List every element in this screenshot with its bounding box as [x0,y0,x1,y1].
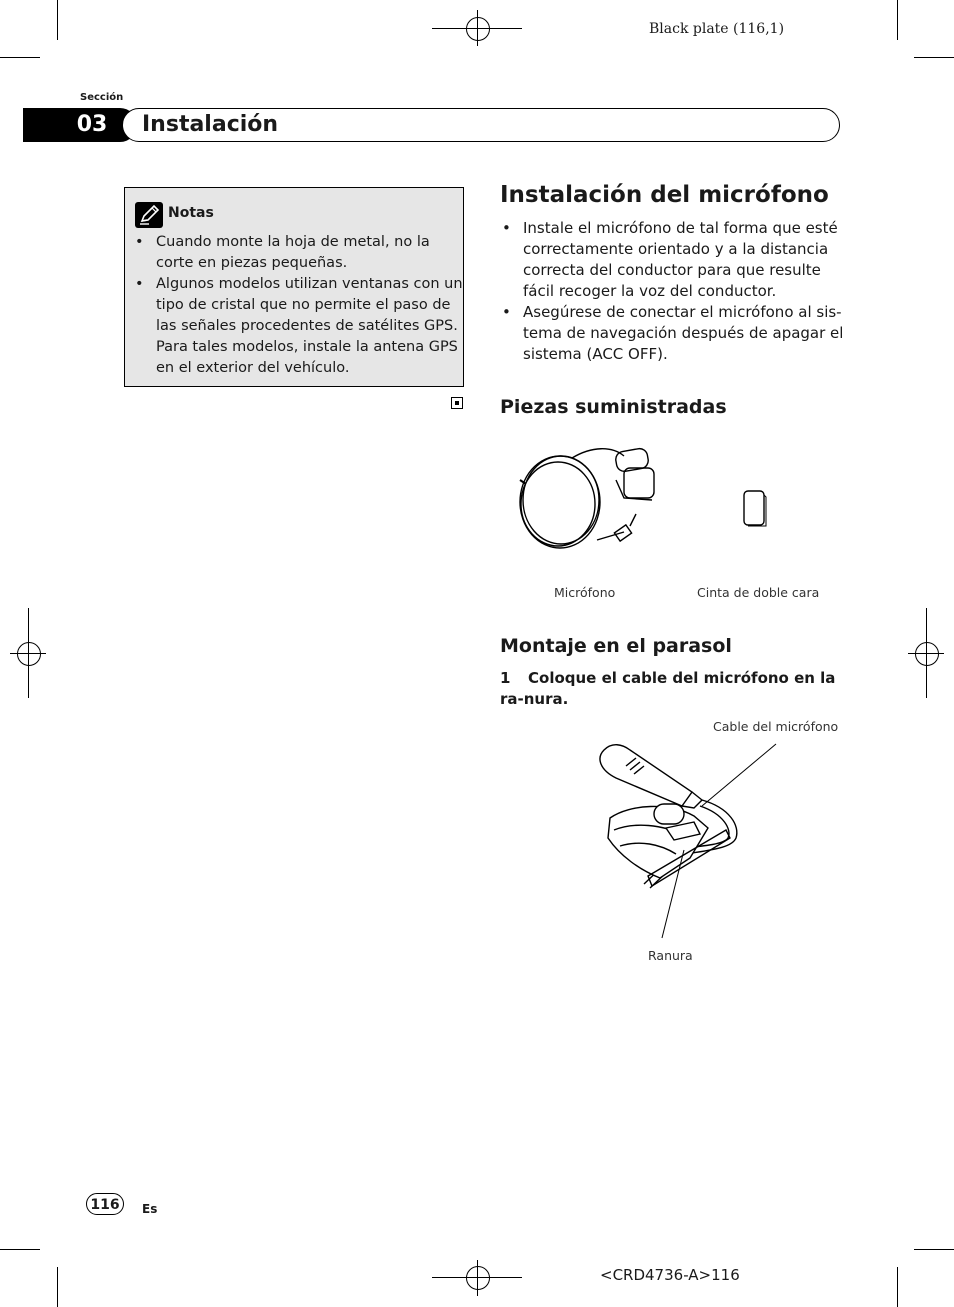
crop-mark [914,1249,954,1250]
crop-mark [0,57,40,58]
crop-mark [914,57,954,58]
registration-mark [466,17,490,41]
section-number: 03 [76,112,108,137]
instruction-list [500,218,845,365]
crop-mark [0,1249,40,1250]
sun-visor-mount-illustration [590,738,790,943]
step-instruction [500,668,845,710]
registration-mark [17,642,41,666]
parts-heading: Piezas suministradas [500,396,727,418]
microphone-caption: Micrófono [554,585,616,600]
list-item: • Algunos modelos utilizan ventanas con un tipo de cristal que no permite el paso de las señales procedentes de satélites GPS. Para tales modelos, instale la antena GPS en el exterior del vehículo. [133,274,463,379]
list-item: • Asegúrese de conectar el micrófono al sis-tema de navegación después de apagar el sistema (ACC OFF). [500,302,845,365]
crop-mark [57,1267,58,1307]
crop-mark [57,0,58,40]
section-title: Instalación [142,112,279,137]
list-item: • Instale el micrófono de tal forma que esté correctamente orientado y a la distancia correcta del conductor para que resulte fácil recoger la voz del conductor. [500,218,845,302]
callout-slot: Ranura [648,948,693,963]
registration-mark [915,642,939,666]
notes-title: Notas [168,205,214,221]
tape-illustration [740,488,770,528]
list-item: • Cuando monte la hoja de metal, no la corte en piezas pequeñas. [133,232,463,274]
registration-mark [466,1266,490,1290]
language-code: Es [142,1202,158,1216]
step-text: Coloque el cable del micrófono en la ra-nura. [500,669,836,708]
document-code: <CRD4736-A>116 [600,1266,740,1284]
microphone-illustration [512,440,672,560]
notes-list [133,232,463,379]
mounting-heading: Montaje en el parasol [500,635,732,657]
page-number: 116 [86,1193,124,1215]
end-mark-icon [451,397,463,409]
pencil-icon [135,202,163,228]
step-number: 1 [500,669,511,687]
tape-caption: Cinta de doble cara [697,585,820,600]
callout-cable: Cable del micrófono [713,719,839,734]
page-heading: Instalación del micrófono [500,182,829,208]
crop-mark [897,1267,898,1307]
plate-label: Black plate (116,1) [649,21,785,37]
crop-mark [897,0,898,40]
section-label: Sección [80,92,124,103]
